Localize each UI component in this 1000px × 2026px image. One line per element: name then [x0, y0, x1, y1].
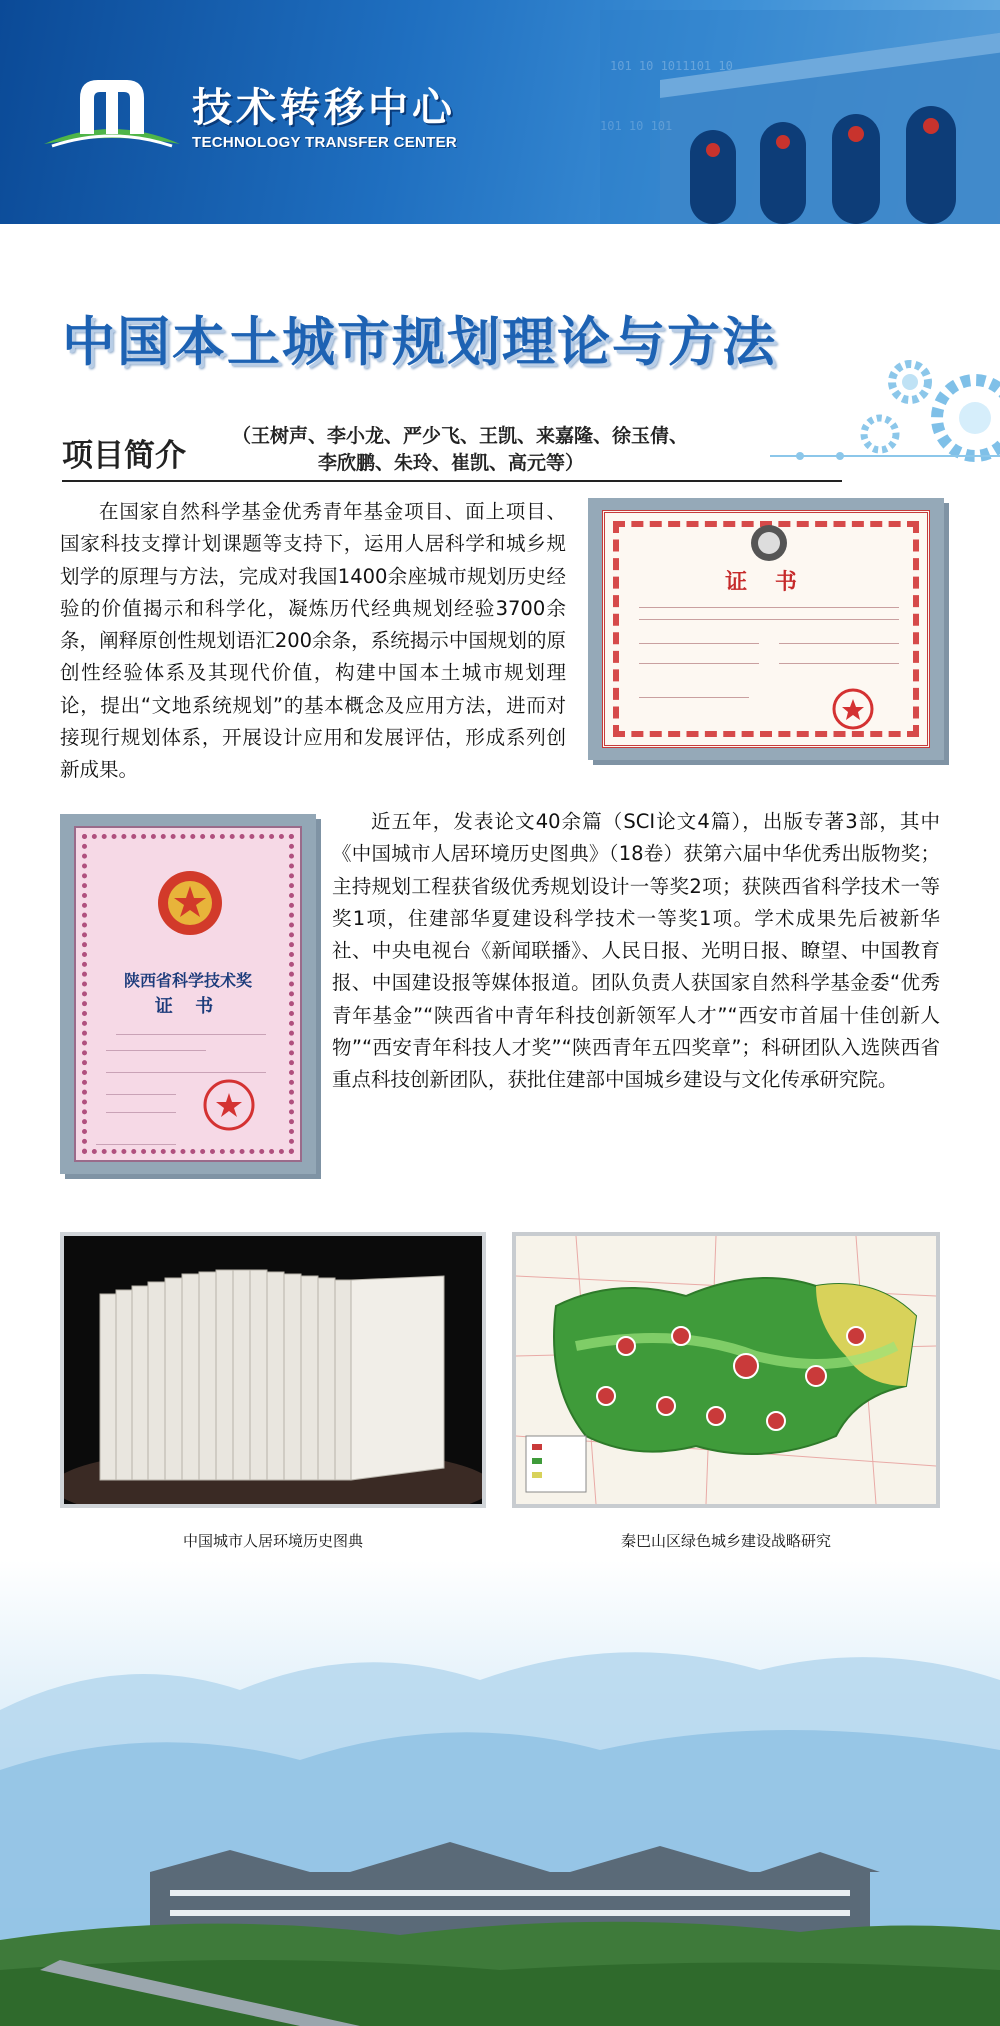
certificate-2-paper [74, 826, 302, 1162]
regional-map-photo [512, 1232, 940, 1508]
books-image [64, 1236, 482, 1504]
logo [42, 74, 512, 164]
certificate-2-subtitle: 陕西省科学技术奖 [123, 971, 252, 990]
header-banner [0, 0, 1000, 224]
certificate-1-title: 证 书 [725, 570, 807, 595]
national-emblem-icon [155, 868, 225, 938]
book-series-photo [60, 1232, 486, 1508]
logo-english-text: TECHNOLOGY TRANSFER CENTER [192, 134, 458, 151]
strategy-map-image [516, 1236, 936, 1504]
authors-line-2: 李欣鹏、朱玲、崔凯、高元等） [318, 452, 585, 474]
campus-scenery-image [0, 1560, 1000, 2026]
svg-text:101 10 101: 101 10 101 [600, 119, 673, 133]
logo-chinese-text: 技术转移中心 [192, 85, 456, 131]
certificate-2-text-line [106, 1050, 206, 1051]
svg-text:101 10 1011101 10: 101 10 1011101 10 [610, 59, 733, 73]
section-label: 项目简介 [62, 438, 186, 474]
section-divider [62, 480, 842, 482]
certificate-2-text-line [116, 1034, 266, 1035]
university-gate-image [600, 10, 1000, 224]
certificate-image-2 [60, 814, 316, 1174]
page-title: 中国本土城市规划理论与方法 [62, 312, 777, 373]
certificate-2-text-line [106, 1072, 266, 1073]
intro-paragraph [60, 496, 940, 787]
photo-caption-map: 秦巴山区绿色城乡建设战略研究 [620, 1532, 831, 1550]
red-seal-icon [202, 1078, 256, 1132]
intro-paragraph-text: 在国家自然科学基金优秀青年基金项目、面上项目、国家科技支撑计划课题等支持下，运用人居科学和城乡规划学的原理与方法，完成对我国1400余座城市规划历史经验的价值揭示和科学化，凝炼历代经典规划经验3700余条，阐释原创性规划语汇200余条，系统揭示中国规划的原创性经验体系及其现代价值，构建中国本土城市规划理论，提出“文地系统规划”的基本概念及应用方法，进而对接现行规划体系，开展设计应用和发展评估，形成系列创新成果。 [60, 500, 566, 782]
certificate-2-text-line [106, 1112, 176, 1113]
section-header [62, 425, 842, 486]
certificate-2-text-line [106, 1094, 176, 1095]
authors-list [232, 423, 832, 477]
authors-line-1: （王树声、李小龙、严少飞、王凯、来嘉隆、徐玉倩、 [232, 425, 689, 447]
certificate-2-title: 证 书 [154, 996, 222, 1017]
certificate-2-text-line [96, 1144, 176, 1145]
float-spacer [566, 496, 940, 762]
logo-emblem-icon [42, 74, 182, 154]
achievements-paragraph: 近五年，发表论文40余篇（SCI论文4篇），出版专著3部，其中《中国城市人居环境历史图典》（18卷）获第六届中华优秀出版物奖；主持规划工程获省级优秀规划设计一等奖2项；获陕西省科学技术一等奖1项，住建部华夏建设科学技术一等奖1项。学术成果先后被新华社、中央电视台《新闻联播》、人民日报、光明日报、瞭望、中国教育报、中国建设报等媒体报道。团队负责人获国家自然科学基金委“优秀青年基金”“陕西省中青年科技创新领军人才”“西安市首届十佳创新人物”“西安青年科技人才奖”“陕西青年五四奖章”；科研团队入选陕西省重点科技创新团队，获批住建部中国城乡建设与文化传承研究院。 [332, 810, 940, 1092]
photo-caption-books: 中国城市人居环境历史图典 [182, 1532, 363, 1550]
